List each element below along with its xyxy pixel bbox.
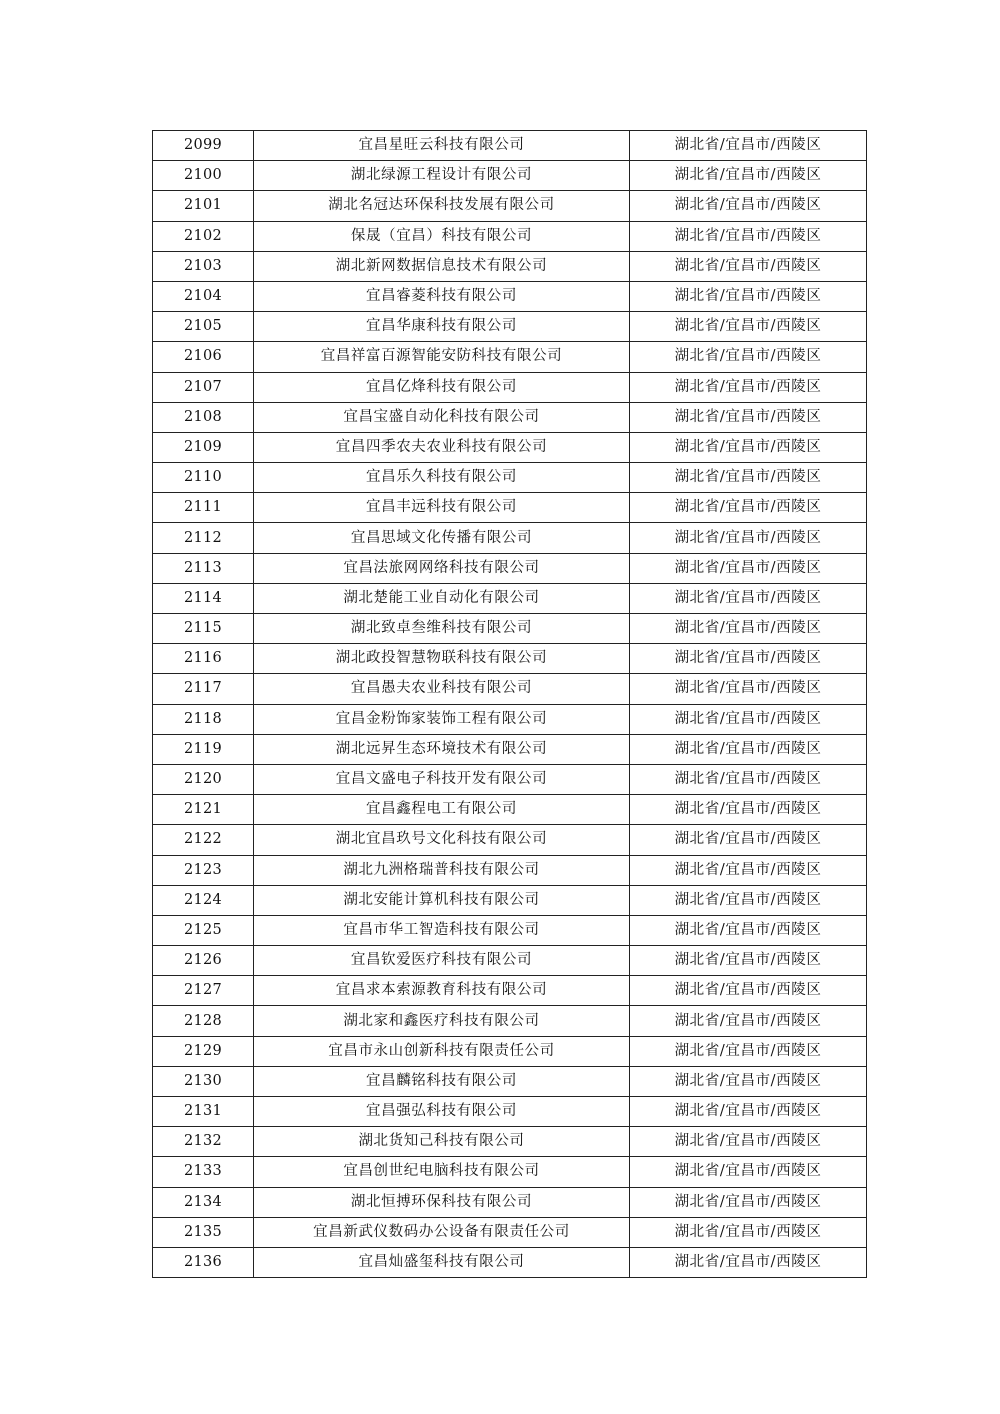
company-name: 宜昌愚夫农业科技有限公司 [254, 674, 630, 704]
table-row [153, 281, 867, 311]
table-row [153, 946, 867, 976]
region-path: 湖北省/宜昌市/西陵区 [630, 1187, 867, 1217]
company-name: 湖北九洲格瑞普科技有限公司 [254, 855, 630, 885]
region-path: 湖北省/宜昌市/西陵区 [630, 825, 867, 855]
row-number: 2117 [153, 674, 254, 704]
company-name: 宜昌市华工智造科技有限公司 [254, 915, 630, 945]
company-name: 湖北家和鑫医疗科技有限公司 [254, 1006, 630, 1036]
table-row [153, 855, 867, 885]
row-number: 2112 [153, 523, 254, 553]
row-number: 2110 [153, 463, 254, 493]
row-number: 2104 [153, 281, 254, 311]
table-row [153, 1097, 867, 1127]
table-row [153, 1127, 867, 1157]
company-name: 宜昌创世纪电脑科技有限公司 [254, 1157, 630, 1187]
region-path: 湖北省/宜昌市/西陵区 [630, 1097, 867, 1127]
row-number: 2126 [153, 946, 254, 976]
table-row [153, 734, 867, 764]
table-body [153, 131, 867, 1278]
row-number: 2115 [153, 614, 254, 644]
company-name: 宜昌鑫程电工有限公司 [254, 795, 630, 825]
table-row [153, 614, 867, 644]
row-number: 2099 [153, 131, 254, 161]
table-row [153, 644, 867, 674]
table-row [153, 674, 867, 704]
region-path: 湖北省/宜昌市/西陵区 [630, 1066, 867, 1096]
region-path: 湖北省/宜昌市/西陵区 [630, 161, 867, 191]
region-path: 湖北省/宜昌市/西陵区 [630, 402, 867, 432]
region-path: 湖北省/宜昌市/西陵区 [630, 946, 867, 976]
table-row [153, 432, 867, 462]
company-name: 湖北新网数据信息技术有限公司 [254, 251, 630, 281]
row-number: 2106 [153, 342, 254, 372]
company-name: 湖北楚能工业自动化有限公司 [254, 583, 630, 613]
company-name: 宜昌法旅网网络科技有限公司 [254, 553, 630, 583]
company-name: 保晟（宜昌）科技有限公司 [254, 221, 630, 251]
table-row [153, 312, 867, 342]
row-number: 2124 [153, 885, 254, 915]
row-number: 2102 [153, 221, 254, 251]
company-name: 湖北货知己科技有限公司 [254, 1127, 630, 1157]
row-number: 2111 [153, 493, 254, 523]
row-number: 2108 [153, 402, 254, 432]
table-row [153, 372, 867, 402]
row-number: 2118 [153, 704, 254, 734]
row-number: 2107 [153, 372, 254, 402]
row-number: 2131 [153, 1097, 254, 1127]
company-name: 湖北安能计算机科技有限公司 [254, 885, 630, 915]
row-number: 2133 [153, 1157, 254, 1187]
region-path: 湖北省/宜昌市/西陵区 [630, 976, 867, 1006]
table-row [153, 1157, 867, 1187]
company-name: 宜昌思域文化传播有限公司 [254, 523, 630, 553]
table-row [153, 161, 867, 191]
region-path: 湖北省/宜昌市/西陵区 [630, 523, 867, 553]
region-path: 湖北省/宜昌市/西陵区 [630, 191, 867, 221]
region-path: 湖北省/宜昌市/西陵区 [630, 915, 867, 945]
company-name: 宜昌祥富百源智能安防科技有限公司 [254, 342, 630, 372]
table-row [153, 1217, 867, 1247]
row-number: 2121 [153, 795, 254, 825]
table-row [153, 402, 867, 432]
region-path: 湖北省/宜昌市/西陵区 [630, 1127, 867, 1157]
row-number: 2105 [153, 312, 254, 342]
region-path: 湖北省/宜昌市/西陵区 [630, 131, 867, 161]
region-path: 湖北省/宜昌市/西陵区 [630, 1217, 867, 1247]
row-number: 2130 [153, 1066, 254, 1096]
table-row [153, 1036, 867, 1066]
row-number: 2119 [153, 734, 254, 764]
company-name: 宜昌亿烽科技有限公司 [254, 372, 630, 402]
table-row [153, 523, 867, 553]
row-number: 2103 [153, 251, 254, 281]
table-row [153, 251, 867, 281]
company-name: 宜昌四季农夫农业科技有限公司 [254, 432, 630, 462]
table-row [153, 553, 867, 583]
table-row [153, 1247, 867, 1277]
region-path: 湖北省/宜昌市/西陵区 [630, 704, 867, 734]
region-path: 湖北省/宜昌市/西陵区 [630, 221, 867, 251]
region-path: 湖北省/宜昌市/西陵区 [630, 1006, 867, 1036]
company-name: 宜昌星旺云科技有限公司 [254, 131, 630, 161]
row-number: 2125 [153, 915, 254, 945]
row-number: 2113 [153, 553, 254, 583]
table-row [153, 915, 867, 945]
region-path: 湖北省/宜昌市/西陵区 [630, 1036, 867, 1066]
table-row [153, 583, 867, 613]
region-path: 湖北省/宜昌市/西陵区 [630, 312, 867, 342]
region-path: 湖北省/宜昌市/西陵区 [630, 885, 867, 915]
company-name: 宜昌华康科技有限公司 [254, 312, 630, 342]
row-number: 2122 [153, 825, 254, 855]
company-name: 宜昌宝盛自动化科技有限公司 [254, 402, 630, 432]
table-row [153, 764, 867, 794]
company-list-table [152, 130, 867, 1278]
row-number: 2123 [153, 855, 254, 885]
region-path: 湖北省/宜昌市/西陵区 [630, 1157, 867, 1187]
region-path: 湖北省/宜昌市/西陵区 [630, 734, 867, 764]
row-number: 2116 [153, 644, 254, 674]
company-name: 宜昌强弘科技有限公司 [254, 1097, 630, 1127]
table-row [153, 885, 867, 915]
region-path: 湖北省/宜昌市/西陵区 [630, 372, 867, 402]
company-name: 湖北名冠达环保科技发展有限公司 [254, 191, 630, 221]
row-number: 2109 [153, 432, 254, 462]
row-number: 2127 [153, 976, 254, 1006]
region-path: 湖北省/宜昌市/西陵区 [630, 432, 867, 462]
table-row [153, 493, 867, 523]
table-row [153, 191, 867, 221]
table-row [153, 795, 867, 825]
row-number: 2120 [153, 764, 254, 794]
region-path: 湖北省/宜昌市/西陵区 [630, 493, 867, 523]
table-row [153, 342, 867, 372]
row-number: 2114 [153, 583, 254, 613]
region-path: 湖北省/宜昌市/西陵区 [630, 795, 867, 825]
table-row [153, 976, 867, 1006]
company-name: 宜昌丰远科技有限公司 [254, 493, 630, 523]
row-number: 2136 [153, 1247, 254, 1277]
row-number: 2129 [153, 1036, 254, 1066]
company-name: 宜昌新武仪数码办公设备有限责任公司 [254, 1217, 630, 1247]
company-name: 湖北远昇生态环境技术有限公司 [254, 734, 630, 764]
row-number: 2128 [153, 1006, 254, 1036]
table-row [153, 1187, 867, 1217]
table-row [153, 463, 867, 493]
company-name: 湖北致卓叁维科技有限公司 [254, 614, 630, 644]
table-row [153, 1006, 867, 1036]
table-row [153, 825, 867, 855]
region-path: 湖北省/宜昌市/西陵区 [630, 614, 867, 644]
region-path: 湖北省/宜昌市/西陵区 [630, 281, 867, 311]
row-number: 2132 [153, 1127, 254, 1157]
document-page [152, 130, 866, 1278]
region-path: 湖北省/宜昌市/西陵区 [630, 583, 867, 613]
region-path: 湖北省/宜昌市/西陵区 [630, 674, 867, 704]
company-name: 湖北绿源工程设计有限公司 [254, 161, 630, 191]
company-name: 宜昌睿菱科技有限公司 [254, 281, 630, 311]
company-name: 宜昌乐久科技有限公司 [254, 463, 630, 493]
row-number: 2134 [153, 1187, 254, 1217]
region-path: 湖北省/宜昌市/西陵区 [630, 1247, 867, 1277]
region-path: 湖北省/宜昌市/西陵区 [630, 463, 867, 493]
company-name: 湖北宜昌玖号文化科技有限公司 [254, 825, 630, 855]
company-name: 宜昌灿盛玺科技有限公司 [254, 1247, 630, 1277]
region-path: 湖北省/宜昌市/西陵区 [630, 855, 867, 885]
company-name: 湖北政投智慧物联科技有限公司 [254, 644, 630, 674]
table-row [153, 131, 867, 161]
row-number: 2135 [153, 1217, 254, 1247]
company-name: 宜昌文盛电子科技开发有限公司 [254, 764, 630, 794]
region-path: 湖北省/宜昌市/西陵区 [630, 251, 867, 281]
table-row [153, 1066, 867, 1096]
region-path: 湖北省/宜昌市/西陵区 [630, 342, 867, 372]
company-name: 湖北恒搏环保科技有限公司 [254, 1187, 630, 1217]
region-path: 湖北省/宜昌市/西陵区 [630, 764, 867, 794]
company-name: 宜昌金粉饰家装饰工程有限公司 [254, 704, 630, 734]
table-row [153, 221, 867, 251]
company-name: 宜昌求本索源教育科技有限公司 [254, 976, 630, 1006]
table-row [153, 704, 867, 734]
company-name: 宜昌市永山创新科技有限责任公司 [254, 1036, 630, 1066]
region-path: 湖北省/宜昌市/西陵区 [630, 644, 867, 674]
company-name: 宜昌钦爱医疗科技有限公司 [254, 946, 630, 976]
company-name: 宜昌麟铭科技有限公司 [254, 1066, 630, 1096]
region-path: 湖北省/宜昌市/西陵区 [630, 553, 867, 583]
row-number: 2101 [153, 191, 254, 221]
row-number: 2100 [153, 161, 254, 191]
